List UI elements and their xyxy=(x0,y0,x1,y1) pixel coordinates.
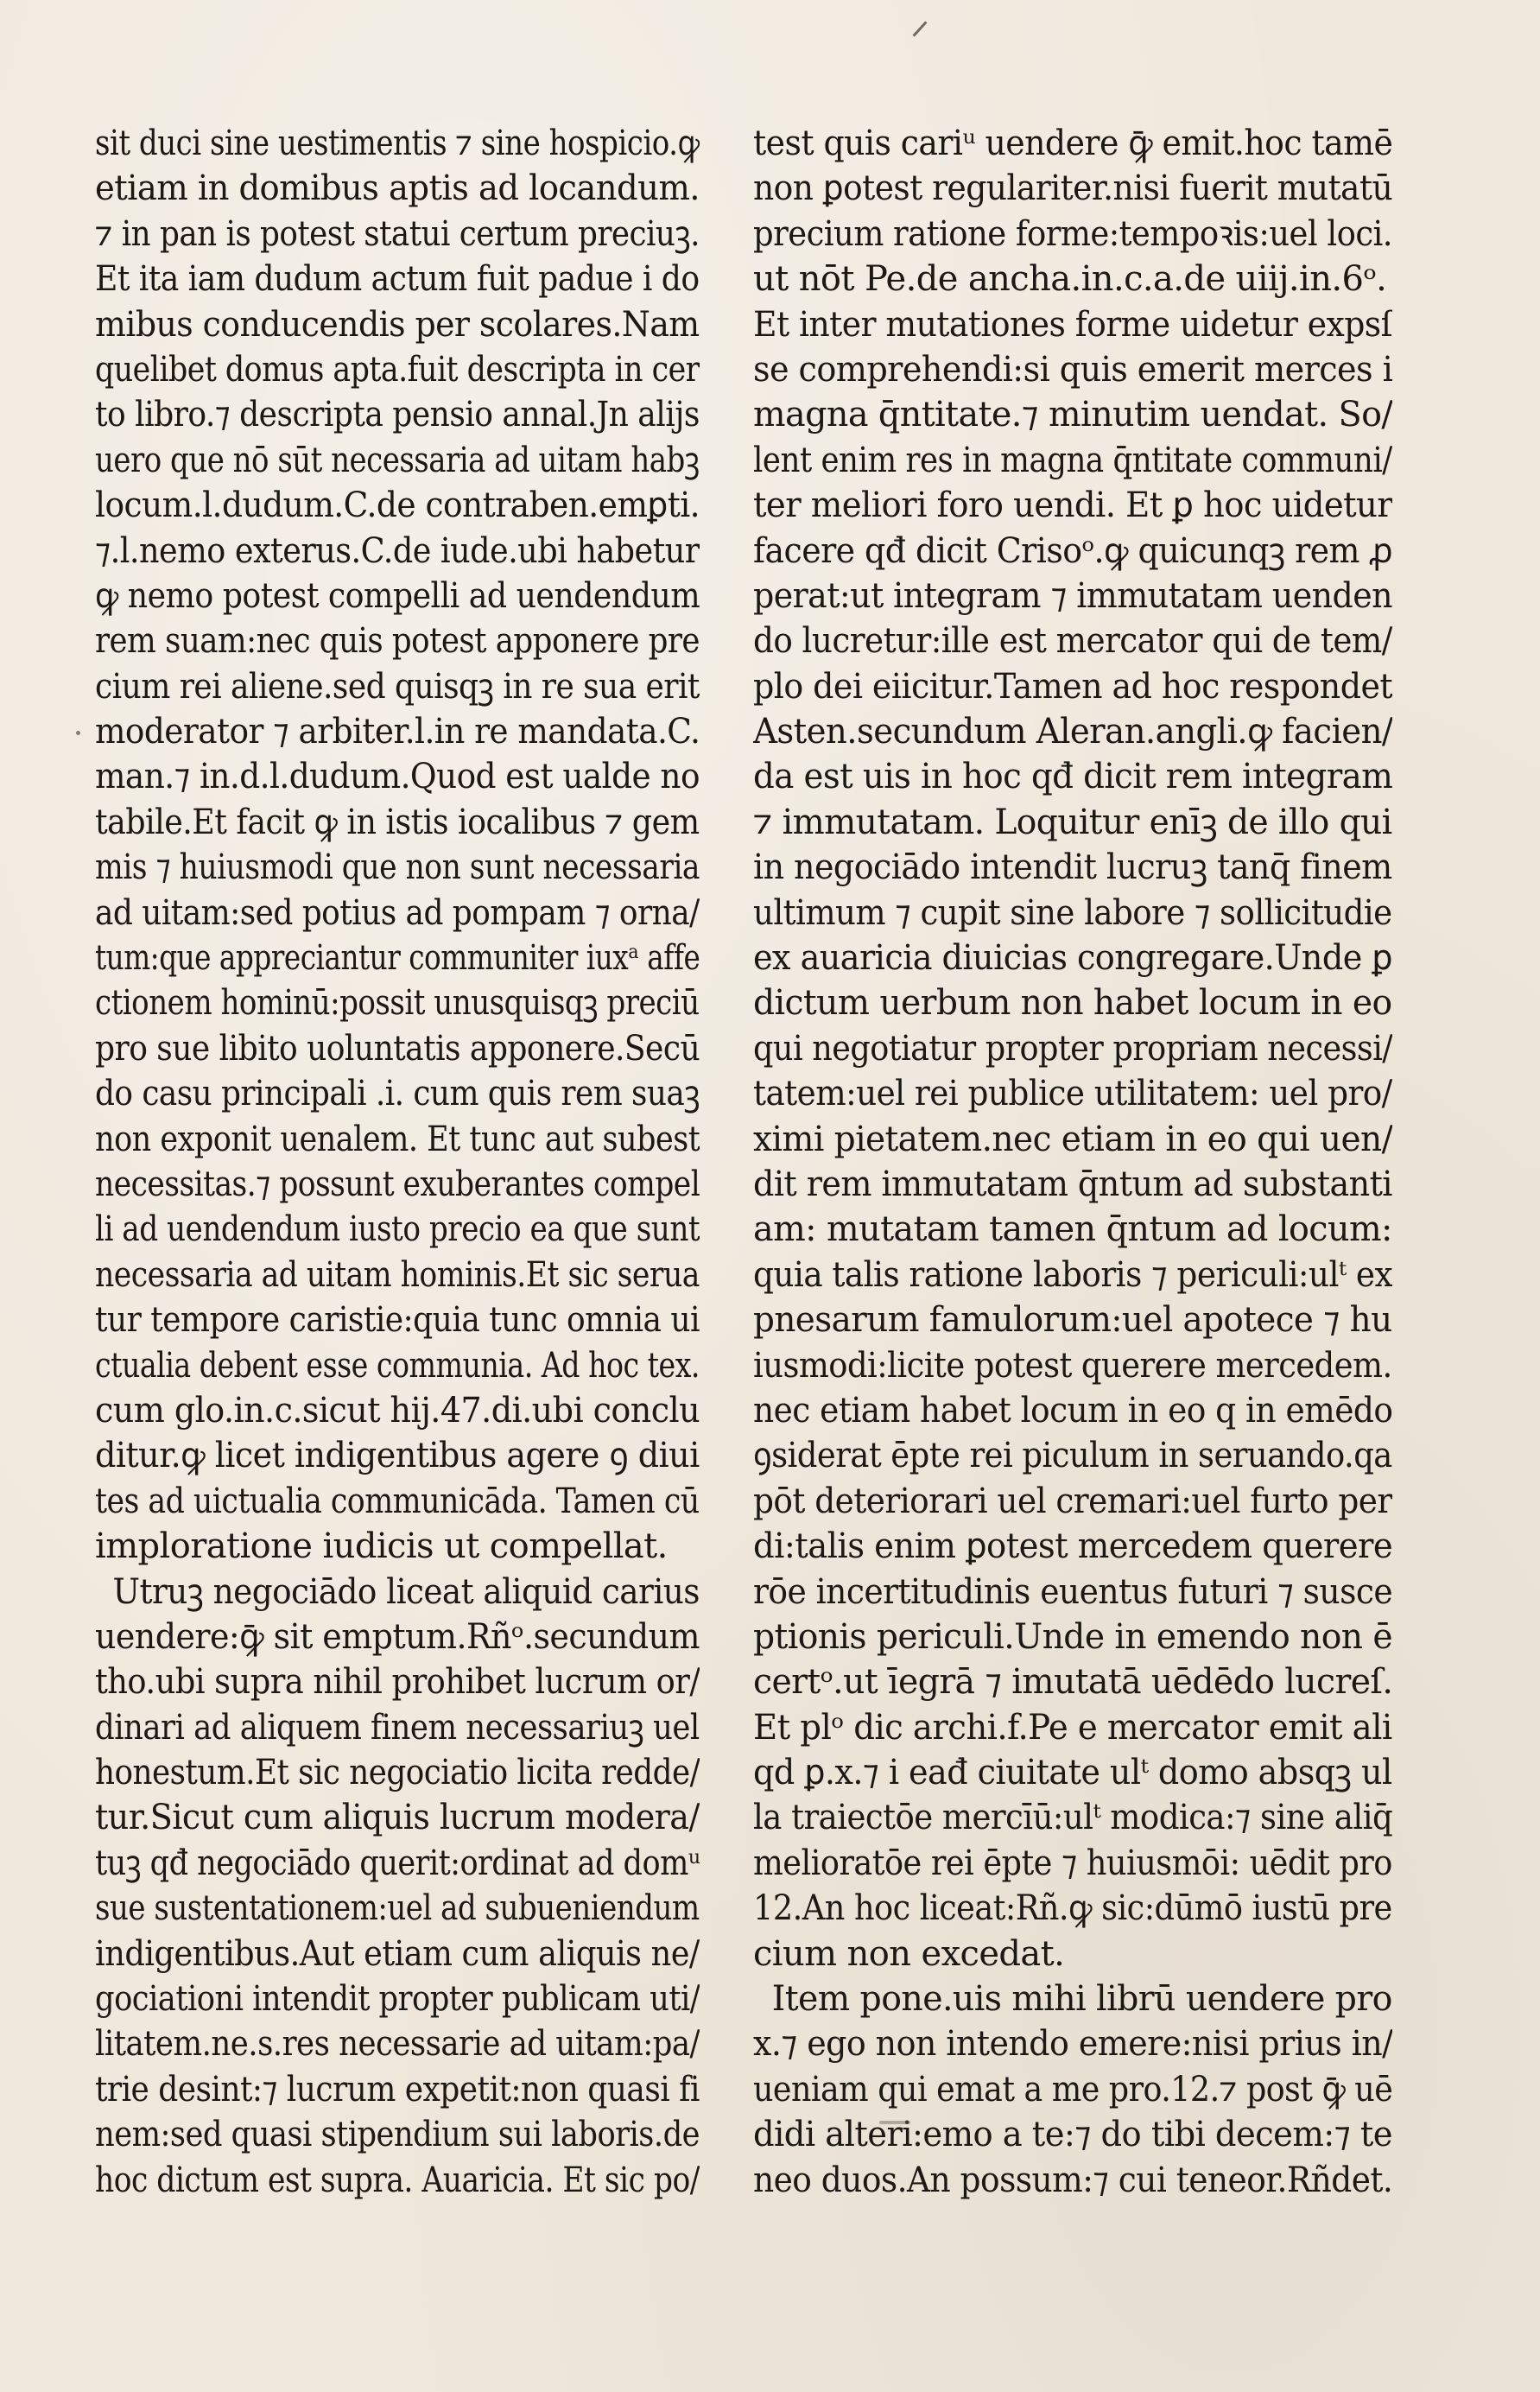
text-line: da est uis in hoc qđ dicit rem integram xyxy=(753,757,1392,797)
text-line: Et ita iam dudum actum fuit padue i do xyxy=(95,259,700,300)
text-line: quelibet domus apta.fuit descripta in cer xyxy=(95,349,700,390)
text-line: am: mutatam tamen q̄ntum ad locum: xyxy=(753,1209,1392,1250)
text-line: perat:ut integram ⁊ immutatam uenden xyxy=(753,575,1392,616)
text-line: litatem.ne.s.res necessarie ad uitam:pa/ xyxy=(95,2024,700,2065)
text-line: trie desint:⁊ lucrum expetit:non quasi fi xyxy=(95,2069,700,2110)
text-line: ximi pietatem.nec etiam in eo qui uen/ xyxy=(753,1119,1392,1159)
text-line: rem suam:nec quis potest apponere pre xyxy=(95,621,700,662)
text-line: iusmodi:licite potest querere mercedem. xyxy=(753,1345,1392,1386)
text-line: moderator ⁊ arbiter.l.in re mandata.C. xyxy=(95,712,700,752)
text-line: Et plᵒ dic archi.f.Pe e mercator emit ali xyxy=(753,1707,1392,1748)
text-line: locum.l.dudum.C.de contraben.emꝑti. xyxy=(95,485,700,526)
text-line: Item pone.uis mihi librū uendere pro xyxy=(771,1979,1392,2020)
text-line: ultimum ⁊ cupit sine labore ⁊ sollicitudie xyxy=(753,892,1392,933)
text-line: hoc dictum est supra. Auaricia. Et sic po/ xyxy=(95,2160,700,2200)
text-line: Utruꝫ negociādo liceat aliquid carius xyxy=(112,1571,700,1612)
text-line: necessaria ad uitam hominis.Et sic serua xyxy=(95,1254,700,1295)
text-line: qui negotiatur propter propriam necessi/ xyxy=(753,1028,1392,1069)
text-line: tuꝫ qđ negociādo querit:ordinat ad domᵘ xyxy=(95,1843,700,1883)
text-line: pnesarum famulorum:uel apotece ⁊ hu xyxy=(753,1300,1392,1341)
text-line: di:talis enim ꝑotest mercedem querere xyxy=(753,1526,1392,1567)
text-line: cum glo.in.c.sicut hij.47.di.ubi conclu xyxy=(95,1390,700,1431)
text-line: honestum.Et sic negociatio licita redde/ xyxy=(95,1753,700,1793)
text-line: man.⁊ in.d.l.dudum.Quod est ualde no xyxy=(95,757,700,797)
text-line: tatem:uel rei publice utilitatem: uel pro/ xyxy=(753,1074,1392,1114)
text-line: Asten.secundum Aleran.angli.ꝙ facien/ xyxy=(753,712,1392,752)
text-line: do casu principali .i. cum quis rem suaꝫ xyxy=(95,1074,700,1114)
text-line: tho.ubi supra nihil prohibet lucrum or/ xyxy=(95,1662,700,1703)
text-line: to libro.⁊ descripta pensio annal.Jn alijs xyxy=(95,395,700,435)
text-line: tur tempore caristie:quia tunc omnia ui xyxy=(95,1300,700,1341)
text-line: lent enim res in magna q̄ntitate communi/ xyxy=(753,440,1392,480)
text-line: pro sue libito uoluntatis apponere.Secū xyxy=(95,1028,700,1069)
text-line: pōt deteriorari uel cremari:uel furto per xyxy=(753,1481,1392,1521)
text-line: sue sustentationem:uel ad subueniendum xyxy=(95,1888,700,1929)
text-line: ut nōt Pe.de ancha.in.c.a.de uiij.in.6ᵒ. xyxy=(753,259,1387,300)
text-line: necessitas.⁊ possunt exuberantes compel xyxy=(95,1164,700,1204)
text-line: ad uitam:sed potius ad pompam ⁊ orna/ xyxy=(95,892,700,933)
text-line: tur.Sicut cum aliquis lucrum modera/ xyxy=(95,1798,700,1838)
text-line: imploratione iudicis ut compellat. xyxy=(95,1526,668,1567)
text-line: ⁊ in pan is potest statui certum preciuꝫ. xyxy=(95,213,700,254)
text-line: ptionis periculi.Unde in emendo non ē xyxy=(753,1616,1392,1657)
text-line: nem:sed quasi stipendium sui laboris.de xyxy=(95,2115,700,2155)
text-line: mis ⁊ huiusmodi que non sunt necessaria xyxy=(95,847,700,888)
text-line: mibus conducendis per scolares.Nam xyxy=(95,304,700,345)
ink-mark xyxy=(913,21,928,36)
text-line: do lucretur:ille est mercator qui de tem/ xyxy=(753,621,1392,662)
text-line: indigentibus.Aut etiam cum aliquis ne/ xyxy=(95,1933,700,1974)
text-line: non exponit uenalem. Et tunc aut subest xyxy=(95,1119,700,1159)
text-line: cium rei aliene.sed quisqꝫ in re sua erit xyxy=(95,666,700,707)
text-line: quia talis ratione laboris ⁊ periculi:ulᵗ ex xyxy=(753,1254,1392,1295)
text-line: tabile.Et facit ꝙ in istis iocalibus ⁊ gem xyxy=(95,802,700,842)
text-line: ctionem hominū:possit unusquisqꝫ preciū xyxy=(95,983,700,1024)
text-line: neo duos.An possum:⁊ cui teneor.Rñdet. xyxy=(753,2160,1392,2200)
text-line: certᵒ.ut īegrā ⁊ imutatā uēdēdo lucreſ. xyxy=(753,1662,1392,1703)
text-line: uero que nō sūt necessaria ad uitam habꝫ xyxy=(95,440,700,480)
text-line: x.⁊ ego non intendo emere:nisi prius in/ xyxy=(753,2024,1392,2065)
text-line: in negociādo intendit lucruꝫ tanq̄ finem xyxy=(753,847,1392,888)
text-line: melioratōe rei ēpte ⁊ huiusmōi: uēdit pro xyxy=(753,1843,1392,1883)
text-line: ⁊ immutatam. Loquitur enīꝫ de illo qui xyxy=(753,802,1392,842)
ink-smudge xyxy=(879,2121,910,2124)
text-line: ditur.ꝙ licet indigentibus agere ꝯ diui xyxy=(95,1436,700,1476)
text-line: 12.An hoc liceat:Rñ.ꝙ sic:dūmō iustū pre xyxy=(753,1888,1392,1929)
text-line: qd ꝑ.x.⁊ i eađ ciuitate ulᵗ domo absqꝫ ul xyxy=(753,1753,1392,1793)
text-line: dinari ad aliquem finem necessariuꝫ uel xyxy=(95,1707,700,1748)
text-line: ꝯsiderat ēpte rei piculum in seruando.qa xyxy=(753,1436,1392,1476)
right-text-column xyxy=(753,121,1392,2203)
text-line: dictum uerbum non habet locum in eo xyxy=(753,983,1392,1024)
text-line: ctualia debent esse communia. Ad hoc tex. xyxy=(95,1345,700,1386)
text-line: magna q̄ntitate.⁊ minutim uendat. So/ xyxy=(753,395,1392,435)
text-line: didi alteri:emo a te:⁊ do tibi decem:⁊ te xyxy=(753,2115,1392,2155)
text-line: non ꝑotest regulariter.nisi fuerit mutatū xyxy=(753,168,1392,209)
text-line: rōe incertitudinis euentus futuri ⁊ susce xyxy=(753,1571,1392,1612)
text-line: la traiectōe mercīū:ulᵗ modica:⁊ sine aliq̄ xyxy=(753,1798,1392,1838)
text-line: tum:que appreciantur communiter iuxᵃ affe xyxy=(95,938,700,979)
text-line: gociationi intendit propter publicam uti/ xyxy=(95,1979,700,2020)
text-line: li ad uendendum iusto precio ea que sunt xyxy=(95,1209,700,1250)
text-line: ex auaricia diuicias congregare.Unde ꝑ xyxy=(753,938,1392,979)
text-line: test quis cariᵘ uendere ꝙ̄ emit.hoc tamē xyxy=(753,124,1392,163)
text-line: plo dei eiicitur.Tamen ad hoc respondet xyxy=(753,666,1392,707)
text-line: ter meliori foro uendi. Et ꝑ hoc uidetur xyxy=(753,485,1392,526)
text-line: Et inter mutationes forme uidetur expsſ xyxy=(753,304,1392,345)
text-line: precium ratione forme:tempoꝛis:uel loci. xyxy=(753,213,1392,254)
text-line: nec etiam habet locum in eo q in emēdo xyxy=(753,1390,1392,1431)
text-line: tes ad uictualia communicāda. Tamen cū xyxy=(95,1481,700,1521)
text-line: facere qđ dicit Crisoᵒ.ꝙ quicunqꝫ rem ꝓ xyxy=(753,530,1392,571)
text-line: etiam in domibus aptis ad locandum. xyxy=(95,168,700,209)
text-line: se comprehendi:si quis emerit merces i xyxy=(753,349,1392,390)
text-line: dit rem immutatam q̄ntum ad substanti xyxy=(753,1164,1392,1204)
text-line: ⁊.l.nemo exterus.C.de iude.ubi habetur xyxy=(95,530,700,571)
ink-dot xyxy=(76,731,80,735)
text-line: uendere:ꝙ̄ sit emptum.Rñᵒ.secundum xyxy=(95,1616,700,1657)
text-line: cium non excedat. xyxy=(753,1933,1065,1974)
text-line: sit duci sine uestimentis ⁊ sine hospicio.ꝙ xyxy=(95,124,700,163)
text-line: ueniam qui emat a me pro.12.⁊ post ꝙ̄ uē xyxy=(753,2069,1392,2110)
text-line: ꝙ nemo potest compelli ad uendendum xyxy=(95,575,700,616)
left-text-column xyxy=(95,121,700,2203)
